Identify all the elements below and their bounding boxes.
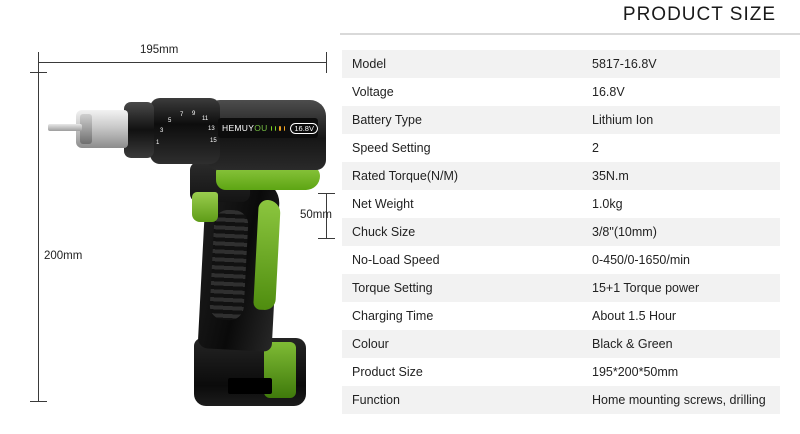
spec-value: Lithium Ion: [582, 106, 780, 134]
spec-key: Charging Time: [342, 302, 582, 330]
spec-key: Colour: [342, 330, 582, 358]
cordless-drill-illustration: [40, 80, 330, 400]
page-title: PRODUCT SIZE: [622, 4, 776, 25]
height-dimension-label: 200mm: [44, 250, 83, 262]
height-tick-bottom: [30, 401, 47, 402]
spec-value: 35N.m: [582, 162, 780, 190]
torque-number: 5: [168, 118, 172, 124]
spec-table-row: [342, 218, 780, 246]
drill-handle-green-accent: [253, 199, 281, 310]
spec-table-row: [342, 78, 780, 106]
spec-value: 2: [582, 134, 780, 162]
battery-indicator-led: [271, 126, 272, 131]
spec-key: Model: [342, 50, 582, 78]
spec-key: Torque Setting: [342, 274, 582, 302]
spec-table-row: [342, 274, 780, 302]
torque-number: 1: [156, 140, 160, 146]
spec-value: 1.0kg: [582, 190, 780, 218]
drill-trigger: [192, 192, 218, 222]
battery-indicator-led: [284, 126, 285, 131]
spec-table-row: [342, 134, 780, 162]
drill-collar: [124, 102, 154, 158]
spec-value: About 1.5 Hour: [582, 302, 780, 330]
torque-number: 9: [192, 111, 196, 117]
spec-value: Home mounting screws, drilling: [582, 386, 780, 414]
spec-table-row: [342, 190, 780, 218]
spec-value: 3/8"(10mm): [582, 218, 780, 246]
spec-table-row: [342, 386, 780, 414]
drill-torque-ring: [150, 98, 220, 164]
width-dimension-label: 195mm: [140, 44, 179, 56]
spec-table-row: [342, 246, 780, 274]
torque-number: 3: [160, 128, 164, 134]
spec-key: Speed Setting: [342, 134, 582, 162]
spec-key: Product Size: [342, 358, 582, 386]
drill-brand-plate: [218, 118, 318, 138]
drill-bit: [48, 124, 82, 131]
spec-table-row: [342, 330, 780, 358]
spec-key: No-Load Speed: [342, 246, 582, 274]
header-divider: [340, 33, 800, 35]
height-tick-top: [30, 72, 47, 73]
spec-value: 0-450/0-1650/min: [582, 246, 780, 274]
torque-number: 15: [210, 138, 217, 144]
width-dimension-line: [38, 62, 326, 63]
battery-indicator-led: [279, 126, 280, 131]
spec-table-row: [342, 106, 780, 134]
torque-number: 11: [202, 116, 209, 122]
spec-value: Black & Green: [582, 330, 780, 358]
depth-dimension-label: 50mm: [300, 209, 332, 221]
brand-name: HEMUYOU: [222, 123, 268, 133]
spec-key: Chuck Size: [342, 218, 582, 246]
spec-value: 195*200*50mm: [582, 358, 780, 386]
spec-key: Voltage: [342, 78, 582, 106]
spec-value: 15+1 Torque power: [582, 274, 780, 302]
torque-number: 7: [180, 112, 184, 118]
spec-table-row: [342, 50, 780, 78]
spec-key: Function: [342, 386, 582, 414]
drill-battery-label: [228, 378, 272, 394]
voltage-badge: 16.8V: [290, 123, 318, 134]
spec-table-row: [342, 162, 780, 190]
spec-table-row: [342, 302, 780, 330]
spec-table-row: [342, 358, 780, 386]
battery-indicator-led: [275, 126, 276, 131]
spec-key: Battery Type: [342, 106, 582, 134]
spec-value: 5817-16.8V: [582, 50, 780, 78]
product-image-panel: [0, 0, 342, 434]
spec-key: Net Weight: [342, 190, 582, 218]
drill-handle-grip: [209, 209, 249, 321]
specification-table-wrapper: [342, 50, 780, 414]
spec-key: Rated Torque(N/M): [342, 162, 582, 190]
width-tick-left: [38, 52, 39, 73]
width-tick-right: [326, 52, 327, 73]
specification-table: [342, 50, 780, 414]
spec-value: 16.8V: [582, 78, 780, 106]
height-dimension-line: [38, 72, 39, 402]
torque-number: 13: [208, 126, 215, 132]
